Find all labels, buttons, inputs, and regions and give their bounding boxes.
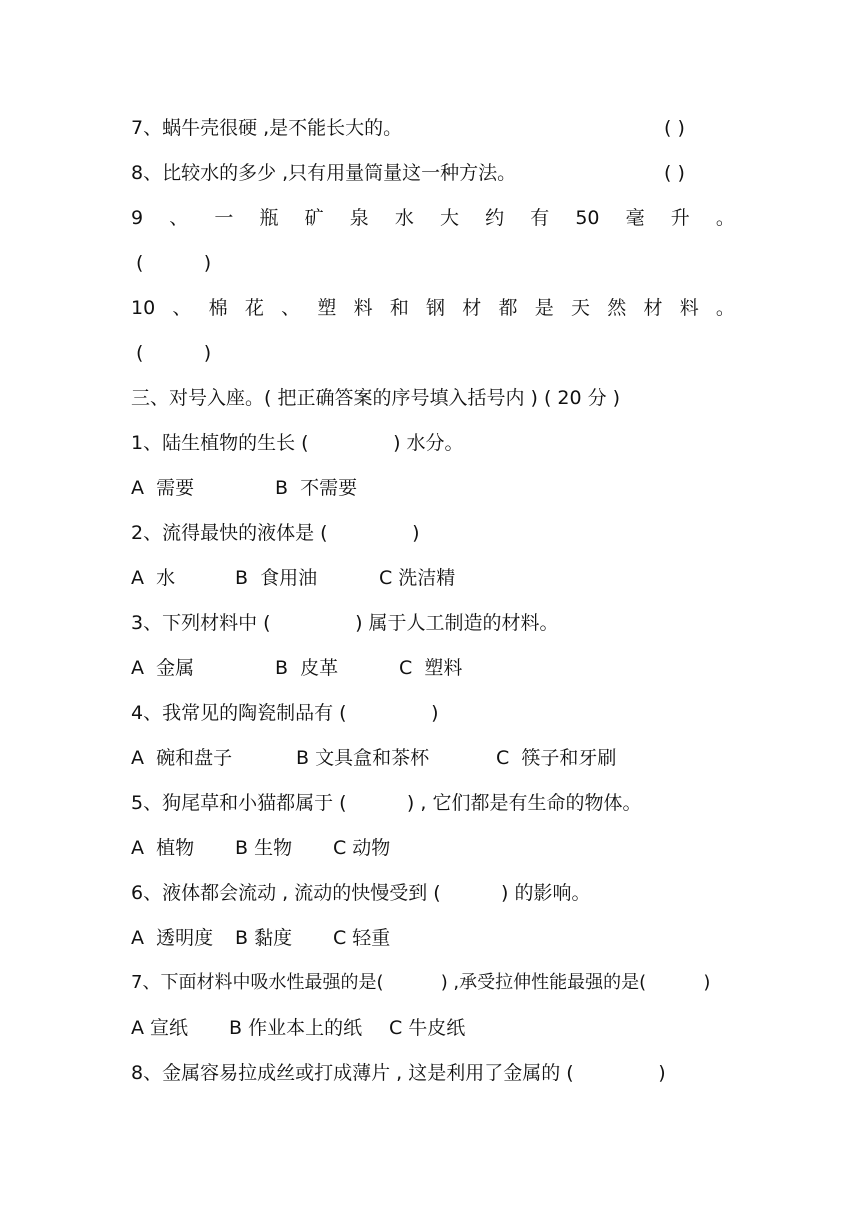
judge-q10-char: 塑	[317, 297, 337, 319]
judge-q10-char: 、	[281, 297, 301, 319]
choice-q4-option-a[interactable]: A 碗和盘子	[131, 747, 233, 769]
judge-q7-text: 7、蜗牛壳很硬 ,是不能长大的。	[131, 117, 403, 139]
judge-q8-answer-paren[interactable]: ( )	[664, 162, 685, 184]
choice-q6-option-b[interactable]: B 黏度	[235, 927, 293, 949]
choice-q4-text: 4、我常见的陶瓷制品有 ( )	[131, 702, 439, 724]
judge-q10-char: 和	[389, 297, 409, 319]
judge-q10-char: 10	[131, 297, 156, 319]
judge-q10-char: 天	[570, 297, 590, 319]
choice-q2-option-b[interactable]: B 食用油	[235, 567, 318, 589]
choice-q1-text: 1、陆生植物的生长 ( ) 水分。	[131, 432, 464, 454]
choice-q1-option-a[interactable]: A 需要	[131, 477, 195, 499]
judge-q7-answer-paren[interactable]: ( )	[664, 117, 685, 139]
choice-q7-option-a[interactable]: A 宣纸	[131, 1017, 189, 1039]
judge-q10-char: 然	[607, 297, 627, 319]
choice-q1-option-b[interactable]: B 不需要	[275, 477, 358, 499]
judge-q10-char: 料	[679, 297, 699, 319]
choice-q2-option-c[interactable]: C 洗洁精	[379, 567, 456, 589]
choice-q2-option-a[interactable]: A 水	[131, 567, 176, 589]
judge-q9-char: 毫	[625, 207, 645, 229]
judge-q9-char: 50	[575, 207, 600, 229]
judge-q9-char: 有	[530, 207, 550, 229]
judge-q9-char: 瓶	[259, 207, 279, 229]
judge-q10-text	[131, 296, 735, 320]
section-3-title: 三、对号入座。( 把正确答案的序号填入括号内 ) ( 20 分 )	[131, 387, 621, 409]
choice-q6-option-c[interactable]: C 轻重	[333, 927, 391, 949]
choice-q5-option-a[interactable]: A 植物	[131, 837, 195, 859]
judge-q10-char: 是	[534, 297, 554, 319]
judge-q9-answer-paren[interactable]: ( )	[136, 252, 212, 274]
judge-q9-char: 约	[485, 207, 505, 229]
judge-q9-char: 9	[131, 207, 144, 229]
judge-q10-char: 都	[498, 297, 518, 319]
choice-q5-option-b[interactable]: B 生物	[235, 837, 293, 859]
judge-q8-text: 8、比较水的多少 ,只有用量筒量这一种方法。	[131, 162, 517, 184]
choice-q4-option-b[interactable]: B 文具盒和茶杯	[296, 747, 430, 769]
choice-q7-option-c[interactable]: C 牛皮纸	[389, 1017, 466, 1039]
choice-q3-option-a[interactable]: A 金属	[131, 657, 195, 679]
judge-q9-char: 一	[214, 207, 234, 229]
judge-q10-char: 。	[715, 297, 735, 319]
choice-q7-text: 7、下面材料中吸水性最强的是( ) ,承受拉伸性能最强的是( )	[131, 972, 711, 993]
judge-q10-char: 棉	[208, 297, 228, 319]
judge-q9-char: 水	[394, 207, 414, 229]
choice-q2-text: 2、流得最快的液体是 ( )	[131, 522, 420, 544]
judge-q10-char: 花	[244, 297, 264, 319]
choice-q6-text: 6、液体都会流动 , 流动的快慢受到 ( ) 的影响。	[131, 882, 591, 904]
judge-q10-char: 材	[643, 297, 663, 319]
choice-q7-option-b[interactable]: B 作业本上的纸	[229, 1017, 363, 1039]
judge-q9-text	[131, 206, 735, 230]
judge-q9-char: 升	[670, 207, 690, 229]
judge-q10-char: 材	[462, 297, 482, 319]
choice-q6-option-a[interactable]: A 透明度	[131, 927, 214, 949]
choice-q8-text: 8、金属容易拉成丝或打成薄片 , 这是利用了金属的 ( )	[131, 1062, 666, 1084]
judge-q10-char: 钢	[426, 297, 446, 319]
judge-q9-char: 矿	[304, 207, 324, 229]
judge-q9-char: 泉	[349, 207, 369, 229]
choice-q5-text: 5、狗尾草和小猫都属于 ( ) , 它们都是有生命的物体。	[131, 792, 642, 814]
choice-q5-option-c[interactable]: C 动物	[333, 837, 391, 859]
judge-q10-char: 、	[172, 297, 192, 319]
choice-q3-option-b[interactable]: B 皮革	[275, 657, 339, 679]
choice-q3-option-c[interactable]: C 塑料	[399, 657, 463, 679]
judge-q10-char: 料	[353, 297, 373, 319]
judge-q9-char: 。	[715, 207, 735, 229]
choice-q4-option-c[interactable]: C 筷子和牙刷	[496, 747, 617, 769]
judge-q9-char: 、	[169, 207, 189, 229]
judge-q10-answer-paren[interactable]: ( )	[136, 342, 212, 364]
choice-q3-text: 3、下列材料中 ( ) 属于人工制造的材料。	[131, 612, 559, 634]
judge-q9-char: 大	[439, 207, 459, 229]
